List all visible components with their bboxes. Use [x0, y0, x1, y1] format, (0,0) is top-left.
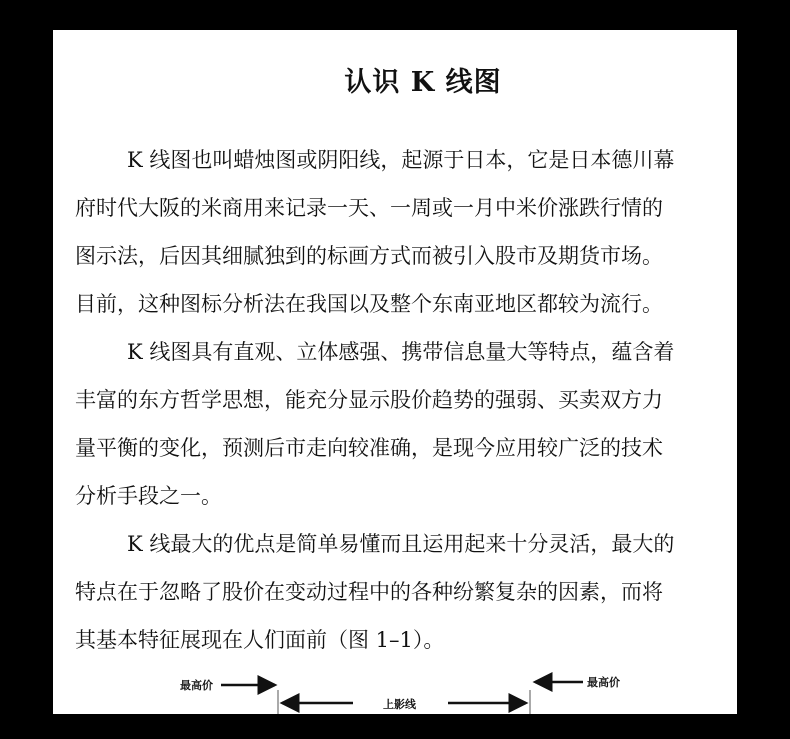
- text-line: K 线图也叫蜡烛图或阴阳线，起源于日本，它是日本德川幕: [127, 148, 675, 172]
- text-line: 图示法，后因其细腻独到的标画方式而被引入股市及期货市场。: [75, 244, 663, 268]
- text-line: 分析手段之一。: [75, 484, 222, 508]
- text-line: K 线最大的优点是简单易懂而且运用起来十分灵活，最大的: [127, 532, 675, 556]
- label-high-left: 最高价: [180, 679, 213, 692]
- text-line: 府时代大阪的米商用来记录一天、一周或一月中米价涨跌行情的: [75, 196, 663, 220]
- text-line: 目前，这种图标分析法在我国以及整个东南亚地区都较为流行。: [75, 292, 663, 316]
- document-page: [53, 30, 737, 714]
- label-upper-shadow: 上影线: [383, 698, 416, 711]
- text-line: 量平衡的变化，预测后市走向较准确，是现今应用较广泛的技术: [75, 436, 663, 460]
- page-title: 认识 K 线图: [344, 67, 502, 98]
- kline-diagram: [53, 670, 737, 714]
- label-high-right: 最高价: [587, 676, 620, 689]
- body-text: [75, 136, 737, 664]
- text-line: 特点在于忽略了股价在变动过程中的各种纷繁复杂的因素，而将: [75, 580, 663, 604]
- text-line: 丰富的东方哲学思想，能充分显示股价趋势的强弱、买卖双方力: [75, 388, 663, 412]
- text-line: 其基本特征展现在人们面前（图 1–1）。: [75, 628, 445, 652]
- text-line: K 线图具有直观、立体感强、携带信息量大等特点，蕴含着: [127, 340, 675, 364]
